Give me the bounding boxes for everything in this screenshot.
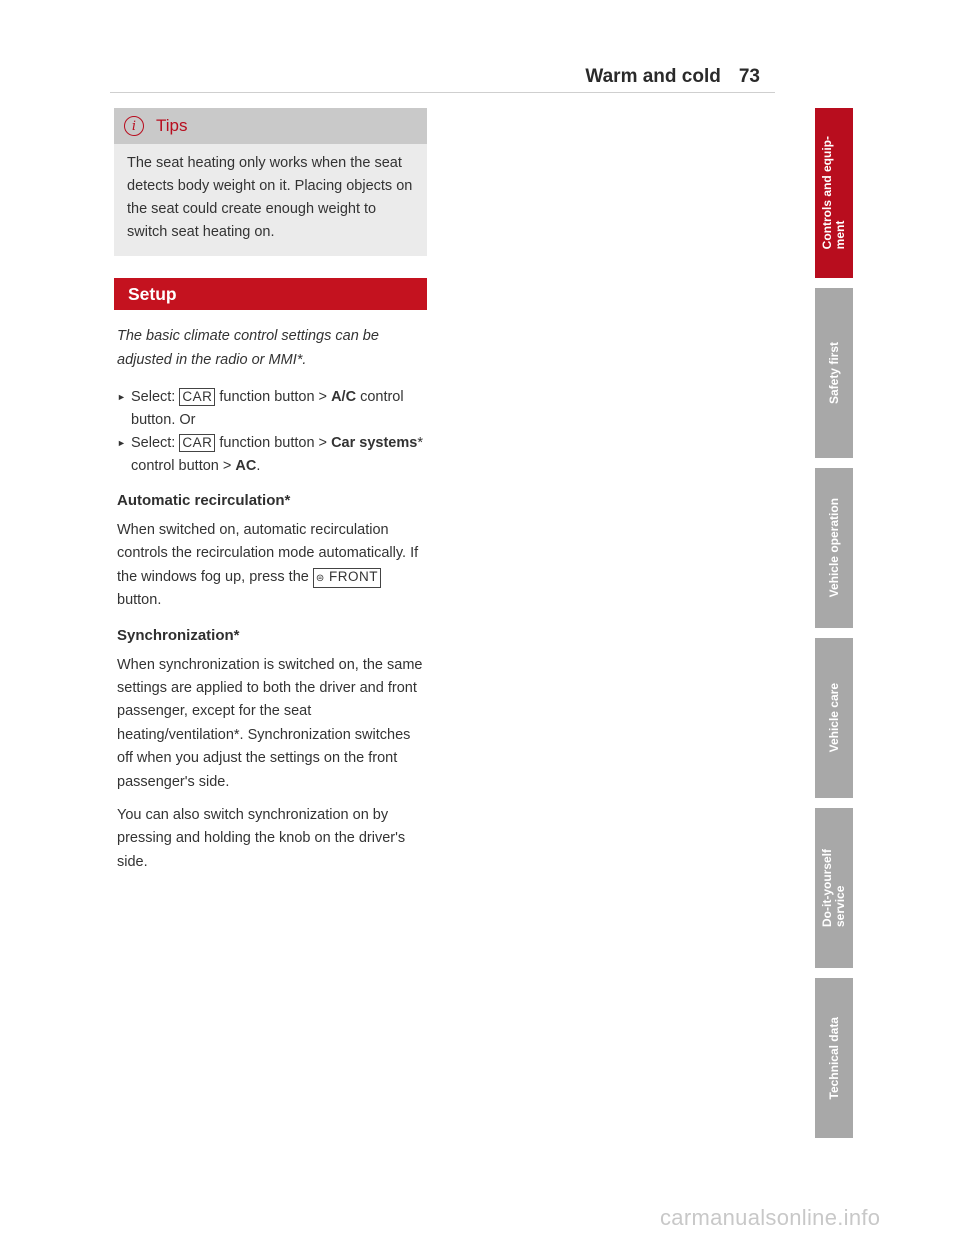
tips-header	[114, 108, 427, 144]
section-title: Warm and cold	[585, 66, 721, 87]
sync-heading: Synchronization*	[117, 626, 240, 644]
step-text: * control button >	[131, 435, 423, 474]
tab-label: Vehicle operation	[826, 498, 841, 598]
tab-label: Vehicle care	[826, 683, 841, 753]
recirc-text-end: button.	[117, 592, 162, 609]
step-text: .	[256, 458, 261, 474]
tab-label: Do-it-yourself service	[820, 849, 847, 927]
setup-steps	[117, 386, 427, 478]
tab-label: Controls and equip- ment	[820, 136, 847, 250]
bullet-arrow-icon: ►	[117, 392, 126, 402]
header-divider	[110, 92, 775, 93]
setup-heading: Setup	[114, 278, 427, 310]
setup-lead: The basic climate control settings can be adjusted in the radio or MMI*.	[117, 328, 379, 368]
step-target: Car systems	[331, 435, 418, 451]
tab-label: Safety first	[826, 341, 841, 405]
main-column	[117, 108, 427, 874]
tips-box	[114, 108, 427, 256]
step-item	[117, 432, 427, 478]
chapter-tab-technical-data[interactable]	[815, 978, 853, 1138]
sync-paragraph: You can also switch synchronization on by pressing and holding the knob on the driver's side.	[117, 807, 406, 870]
sync-paragraph: When synchronization is switched on, the same settings are applied to both the driver and front passenger, except for the seat heating/ventilation*. Synchronization switches off when you adjust the settings on the front passenger's side.	[117, 656, 423, 790]
chapter-tab-controls[interactable]	[815, 108, 853, 278]
front-key-label: FRONT	[329, 568, 379, 584]
step-text: function button >	[215, 389, 332, 405]
front-defrost-key	[313, 568, 381, 588]
step-text: control button. Or	[131, 389, 404, 428]
step-text: Select:	[131, 435, 180, 451]
chapter-tab-vehicle-operation[interactable]	[815, 468, 853, 628]
page-number: 73	[738, 66, 760, 87]
chapter-tab-vehicle-care[interactable]	[815, 638, 853, 798]
chapter-tab-safety[interactable]	[815, 288, 853, 458]
tab-label: Technical data	[826, 1016, 841, 1100]
recirc-text	[117, 519, 427, 613]
defrost-icon: ⊜	[315, 572, 325, 584]
recirc-text-start: When switched on, automatic recirculation controls the recirculation mode automatically. If the windows fog up, press the	[117, 522, 419, 585]
step-item	[117, 386, 427, 432]
step-text: function button >	[215, 435, 332, 451]
step-target: A/C	[331, 389, 357, 405]
car-key: CAR	[179, 434, 215, 452]
info-icon: i	[124, 116, 144, 136]
step-text: Select:	[131, 389, 180, 405]
recirc-heading: Automatic recirculation*	[117, 492, 291, 509]
chapter-tab-diy-service[interactable]	[815, 808, 853, 968]
bullet-arrow-icon: ►	[117, 438, 126, 448]
car-key: CAR	[179, 388, 215, 406]
watermark: carmanualsonline.info	[660, 1205, 881, 1230]
tips-title: Tips	[156, 116, 188, 135]
page-header	[500, 66, 760, 90]
tips-text: The seat heating only works when the seat detects body weight on it. Placing objects on the seat could create enough weight to switch seat heating on.	[127, 155, 413, 240]
step-target: AC	[235, 458, 257, 474]
